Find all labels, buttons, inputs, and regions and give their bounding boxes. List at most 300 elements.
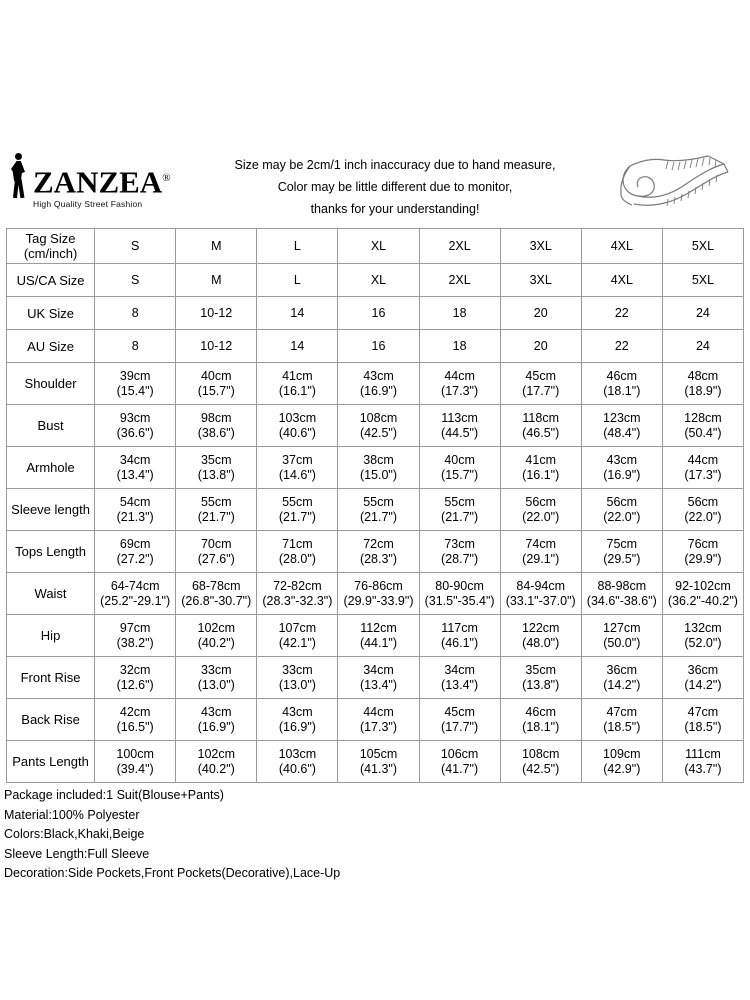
table-cell: XL: [338, 264, 419, 297]
table-cell: [419, 699, 500, 741]
cell-inch: (14.2"): [684, 677, 722, 692]
table-row: [7, 405, 744, 447]
table-cell: 22: [581, 330, 662, 363]
cell-inch: (13.4"): [116, 467, 154, 482]
cell-inch: (25.2"-29.1"): [100, 593, 171, 608]
table-cell: 18: [419, 297, 500, 330]
table-cell: [662, 489, 743, 531]
chart-header: [0, 148, 750, 228]
cell-inch: (17.3"): [441, 383, 479, 398]
table-cell: [419, 657, 500, 699]
cell-inch: (26.8"-30.7"): [181, 593, 252, 608]
table-cell: [95, 741, 176, 783]
cell-inch: (38.2"): [116, 635, 154, 650]
cell-cm: 64-74cm: [110, 578, 160, 593]
cell-inch: (42.5"): [359, 425, 398, 440]
cell-inch: (40.2"): [197, 635, 235, 650]
table-row: [7, 741, 744, 783]
table-cell: 2XL: [419, 264, 500, 297]
cell-cm: 108cm: [521, 746, 560, 761]
table-cell: [95, 363, 176, 405]
table-cell: 24: [662, 330, 743, 363]
table-cell: 8: [95, 330, 176, 363]
cell-inch: (52.0"): [684, 635, 722, 650]
table-cell: [500, 741, 581, 783]
table-cell: [581, 573, 662, 615]
cell-cm: 70cm: [200, 536, 232, 551]
table-cell: [662, 573, 743, 615]
cell-inch: (46.5"): [522, 425, 560, 440]
cell-cm: 34cm: [363, 662, 394, 677]
table-row: [7, 657, 744, 699]
table-cell: [419, 615, 500, 657]
cell-cm: 106cm: [440, 746, 479, 761]
cell-cm: 35cm: [200, 452, 232, 467]
cell-cm: 118cm: [522, 410, 559, 425]
cell-cm: 56cm: [525, 494, 556, 509]
cell-cm: 56cm: [606, 494, 638, 509]
table-row: [7, 531, 744, 573]
row-header: [7, 229, 95, 264]
note-line: Sleeve Length:Full Sleeve: [4, 846, 150, 861]
row-header: Hip: [7, 615, 95, 657]
cell-cm: 72-82cm: [273, 578, 322, 593]
cell-cm: 113cm: [441, 410, 478, 425]
cell-inch: (27.2"): [116, 551, 154, 566]
table-cell: [581, 657, 662, 699]
table-cell: [95, 573, 176, 615]
cell-inch: (44.1"): [359, 635, 398, 650]
cell-inch: (15.7"): [441, 467, 479, 482]
row-header: US/CA Size: [7, 264, 95, 297]
cell-inch: (16.1"): [522, 467, 560, 482]
table-row: [7, 264, 744, 297]
cell-cm: 34cm: [119, 452, 151, 467]
table-cell: [662, 741, 743, 783]
table-cell: [95, 657, 176, 699]
cell-inch: (22.0"): [522, 509, 560, 524]
cell-inch: (15.0"): [359, 467, 398, 482]
table-cell: 2XL: [419, 229, 500, 264]
table-cell: [419, 531, 500, 573]
cell-inch: (21.7"): [278, 509, 316, 524]
table-cell: [176, 699, 257, 741]
table-cell: [500, 489, 581, 531]
cell-cm: 47cm: [687, 704, 719, 719]
cell-cm: 44cm: [363, 704, 394, 719]
cell-cm: 37cm: [282, 452, 313, 467]
cell-inch: (50.4"): [684, 425, 722, 440]
table-cell: [257, 531, 338, 573]
cell-cm: 55cm: [363, 494, 394, 509]
table-cell: [419, 405, 500, 447]
cell-inch: (31.5"-35.4"): [424, 593, 495, 608]
row-header: Waist: [7, 573, 95, 615]
table-cell: [95, 615, 176, 657]
table-cell: [500, 699, 581, 741]
cell-cm: 112cm: [360, 620, 397, 635]
table-cell: 4XL: [581, 264, 662, 297]
cell-inch: (18.5"): [684, 719, 722, 734]
table-cell: L: [257, 229, 338, 264]
cell-cm: 122cm: [521, 620, 560, 635]
cell-cm: 34cm: [444, 662, 475, 677]
row-header: UK Size: [7, 297, 95, 330]
table-cell: 16: [338, 330, 419, 363]
cell-cm: 75cm: [606, 536, 638, 551]
cell-inch: (18.1"): [603, 383, 641, 398]
cell-inch: (18.9"): [684, 383, 722, 398]
table-cell: [338, 573, 419, 615]
table-cell: [338, 657, 419, 699]
note-line: Colors:Black,Khaki,Beige: [4, 827, 145, 841]
table-cell: 5XL: [662, 264, 743, 297]
cell-cm: 76cm: [687, 536, 719, 551]
table-cell: 3XL: [500, 264, 581, 297]
table-cell: [338, 699, 419, 741]
cell-inch: (15.4"): [116, 383, 154, 398]
table-cell: [176, 447, 257, 489]
table-cell: [338, 741, 419, 783]
cell-inch: (42.1"): [278, 635, 316, 650]
cell-inch: (44.5"): [441, 425, 479, 440]
cell-cm: 76-86cm: [354, 578, 403, 593]
table-cell: [338, 447, 419, 489]
cell-inch: (50.0"): [603, 635, 641, 650]
table-cell: XL: [338, 229, 419, 264]
cell-cm: 43cm: [200, 704, 232, 719]
cell-inch: (17.3"): [359, 719, 398, 734]
cell-cm: 46cm: [606, 368, 638, 383]
row-header: Bust: [7, 405, 95, 447]
cell-cm: 92-102cm: [675, 578, 731, 593]
table-row: [7, 363, 744, 405]
cell-cm: 41cm: [525, 452, 556, 467]
cell-cm: 55cm: [282, 494, 313, 509]
cell-inch: (39.4"): [116, 761, 154, 776]
cell-inch: (16.9"): [359, 383, 398, 398]
cell-inch: (33.1"-37.0"): [505, 593, 576, 608]
cell-inch: (13.4"): [359, 677, 398, 692]
table-cell: 18: [419, 330, 500, 363]
table-cell: [257, 363, 338, 405]
cell-cm: 108cm: [359, 410, 398, 425]
cell-inch: (34.6"-38.6"): [586, 593, 657, 608]
table-cell: 14: [257, 330, 338, 363]
table-cell: [95, 531, 176, 573]
cell-inch: (17.7"): [441, 719, 479, 734]
cell-inch: (40.6"): [278, 761, 316, 776]
cell-inch: (40.2"): [197, 761, 235, 776]
cell-cm: 111cm: [685, 746, 721, 761]
cell-inch: (21.7"): [441, 509, 479, 524]
cell-cm: 72cm: [363, 536, 394, 551]
table-cell: [95, 699, 176, 741]
notice-line-2: Color may be little different due to monitor,: [277, 180, 513, 194]
cell-cm: 32cm: [119, 662, 151, 677]
table-cell: 24: [662, 297, 743, 330]
cell-inch: (28.0"): [278, 551, 316, 566]
cell-inch: (16.9"): [603, 467, 641, 482]
cell-cm: 71cm: [282, 536, 313, 551]
cell-cm: 100cm: [116, 746, 154, 761]
table-cell: 16: [338, 297, 419, 330]
cell-inch: (22.0"): [684, 509, 722, 524]
cell-cm: 68-78cm: [191, 578, 241, 593]
cell-inch: (17.7"): [522, 383, 560, 398]
table-cell: 10-12: [176, 297, 257, 330]
table-cell: [662, 699, 743, 741]
cell-cm: 107cm: [278, 620, 317, 635]
measuring-tape-icon: [612, 154, 732, 216]
cell-inch: (14.6"): [278, 467, 316, 482]
cell-cm: 40cm: [444, 452, 475, 467]
cell-cm: 43cm: [282, 704, 313, 719]
row-header-line-1: Tag Size: [25, 231, 76, 246]
row-header: Front Rise: [7, 657, 95, 699]
table-cell: [338, 489, 419, 531]
table-cell: 3XL: [500, 229, 581, 264]
cell-inch: (22.0"): [603, 509, 641, 524]
table-row: [7, 229, 744, 264]
table-cell: [257, 699, 338, 741]
table-cell: [500, 405, 581, 447]
cell-inch: (16.1"): [278, 383, 316, 398]
cell-cm: 127cm: [603, 620, 641, 635]
size-table-body: [7, 229, 744, 783]
cell-inch: (12.6"): [116, 677, 154, 692]
table-row: [7, 573, 744, 615]
table-cell: [419, 741, 500, 783]
cell-inch: (15.7"): [197, 383, 235, 398]
table-cell: [176, 741, 257, 783]
table-cell: [662, 447, 743, 489]
cell-cm: 123cm: [603, 410, 641, 425]
cell-cm: 47cm: [606, 704, 638, 719]
table-cell: 4XL: [581, 229, 662, 264]
cell-cm: 74cm: [525, 536, 556, 551]
cell-cm: 88-98cm: [597, 578, 647, 593]
cell-cm: 33cm: [282, 662, 313, 677]
table-cell: [662, 363, 743, 405]
cell-cm: 103cm: [278, 410, 317, 425]
table-cell: [257, 615, 338, 657]
cell-inch: (16.9"): [197, 719, 235, 734]
table-row: [7, 615, 744, 657]
cell-inch: (36.6"): [116, 425, 154, 440]
table-cell: [176, 615, 257, 657]
table-cell: [176, 489, 257, 531]
cell-inch: (40.6"): [278, 425, 316, 440]
row-header: Shoulder: [7, 363, 95, 405]
cell-cm: 73cm: [444, 536, 475, 551]
table-cell: 8: [95, 297, 176, 330]
cell-inch: (41.7"): [441, 761, 479, 776]
cell-cm: 93cm: [119, 410, 151, 425]
row-header: Tops Length: [7, 531, 95, 573]
cell-inch: (28.7"): [441, 551, 479, 566]
table-cell: [581, 699, 662, 741]
table-cell: M: [176, 264, 257, 297]
table-row: [7, 297, 744, 330]
cell-cm: 84-94cm: [516, 578, 566, 593]
table-cell: 14: [257, 297, 338, 330]
table-cell: [95, 489, 176, 531]
cell-inch: (41.3"): [359, 761, 398, 776]
cell-cm: 35cm: [525, 662, 556, 677]
table-cell: S: [95, 264, 176, 297]
table-cell: [176, 573, 257, 615]
table-cell: [662, 531, 743, 573]
table-cell: [500, 573, 581, 615]
cell-inch: (21.7"): [359, 509, 398, 524]
cell-inch: (13.8"): [197, 467, 235, 482]
cell-inch: (27.6"): [197, 551, 235, 566]
table-cell: [419, 489, 500, 531]
row-header: Armhole: [7, 447, 95, 489]
table-cell: [581, 489, 662, 531]
cell-cm: 103cm: [278, 746, 317, 761]
cell-cm: 45cm: [525, 368, 556, 383]
table-cell: [500, 657, 581, 699]
cell-cm: 132cm: [684, 620, 722, 635]
table-cell: [662, 615, 743, 657]
table-cell: [500, 447, 581, 489]
table-cell: [662, 405, 743, 447]
cell-cm: 54cm: [119, 494, 151, 509]
cell-inch: (14.2"): [603, 677, 641, 692]
table-cell: [581, 615, 662, 657]
table-cell: [257, 489, 338, 531]
cell-inch: (46.1"): [441, 635, 479, 650]
row-header: Sleeve length: [7, 489, 95, 531]
cell-cm: 44cm: [444, 368, 475, 383]
cell-inch: (16.5"): [116, 719, 154, 734]
cell-inch: (36.2"-40.2"): [667, 593, 738, 608]
table-cell: 10-12: [176, 330, 257, 363]
table-cell: [581, 447, 662, 489]
cell-inch: (29.9"-33.9"): [343, 593, 414, 608]
table-cell: [500, 531, 581, 573]
row-header-line-2: (cm/inch): [23, 246, 78, 261]
brand-tagline: High Quality Street Fashion: [33, 199, 143, 209]
cell-cm: 102cm: [197, 620, 236, 635]
table-row: [7, 447, 744, 489]
table-cell: [581, 531, 662, 573]
table-cell: [500, 615, 581, 657]
brand-name: [33, 162, 171, 198]
cell-inch: (18.1"): [522, 719, 560, 734]
note-line: Material:100% Polyester: [4, 807, 140, 822]
table-cell: 20: [500, 330, 581, 363]
cell-inch: (48.4"): [603, 425, 641, 440]
size-chart-sheet: [0, 148, 750, 884]
cell-cm: 41cm: [282, 368, 313, 383]
table-cell: [338, 363, 419, 405]
cell-inch: (48.0"): [522, 635, 560, 650]
cell-cm: 105cm: [359, 746, 398, 761]
product-notes: [4, 786, 750, 884]
table-cell: [257, 447, 338, 489]
cell-inch: (29.1"): [522, 551, 560, 566]
table-cell: [662, 657, 743, 699]
cell-cm: 98cm: [200, 410, 232, 425]
registered-mark: ®: [162, 171, 171, 184]
cell-inch: (42.9"): [603, 761, 641, 776]
size-table: [6, 228, 744, 783]
cell-cm: 44cm: [687, 452, 719, 467]
table-cell: [176, 531, 257, 573]
table-cell: [419, 573, 500, 615]
brand-logo: [6, 152, 196, 222]
cell-cm: 39cm: [119, 368, 151, 383]
table-cell: [338, 531, 419, 573]
cell-cm: 36cm: [687, 662, 719, 677]
cell-cm: 42cm: [119, 704, 151, 719]
cell-cm: 36cm: [606, 662, 638, 677]
table-cell: [419, 447, 500, 489]
cell-inch: (16.9"): [278, 719, 316, 734]
table-row: [7, 330, 744, 363]
cell-cm: 40cm: [200, 368, 232, 383]
cell-inch: (28.3"): [359, 551, 398, 566]
table-cell: S: [95, 229, 176, 264]
cell-cm: 56cm: [687, 494, 719, 509]
table-cell: [581, 741, 662, 783]
table-cell: [176, 657, 257, 699]
table-cell: [419, 363, 500, 405]
row-header: AU Size: [7, 330, 95, 363]
table-cell: [257, 405, 338, 447]
cell-cm: 80-90cm: [435, 578, 484, 593]
cell-inch: (38.6"): [197, 425, 235, 440]
table-row: [7, 699, 744, 741]
cell-inch: (28.3"-32.3"): [262, 593, 333, 608]
cell-inch: (13.0"): [197, 677, 235, 692]
cell-inch: (21.3"): [116, 509, 154, 524]
notice-line-1: Size may be 2cm/1 inch inaccuracy due to hand measure,: [234, 158, 556, 172]
cell-cm: 109cm: [603, 746, 641, 761]
table-cell: [176, 363, 257, 405]
note-line: Decoration:Side Pockets,Front Pockets(Decorative),Lace-Up: [4, 866, 341, 880]
table-cell: [338, 615, 419, 657]
measurement-notice: [185, 154, 605, 220]
table-cell: [257, 741, 338, 783]
table-cell: [500, 363, 581, 405]
brand-name-text: ZANZEA: [33, 164, 163, 199]
table-cell: [581, 363, 662, 405]
cell-inch: (17.3"): [684, 467, 722, 482]
cell-inch: (42.5"): [522, 761, 560, 776]
table-cell: [176, 405, 257, 447]
notice-line-3: thanks for your understanding!: [310, 202, 480, 216]
table-cell: 20: [500, 297, 581, 330]
cell-inch: (13.8"): [522, 677, 560, 692]
cell-cm: 46cm: [525, 704, 556, 719]
cell-inch: (29.5"): [603, 551, 641, 566]
row-header: Pants Length: [7, 741, 95, 783]
table-row: [7, 489, 744, 531]
cell-cm: 55cm: [444, 494, 475, 509]
table-cell: [95, 447, 176, 489]
cell-cm: 55cm: [200, 494, 232, 509]
cell-inch: (29.9"): [684, 551, 722, 566]
table-cell: M: [176, 229, 257, 264]
table-cell: [95, 405, 176, 447]
cell-inch: (13.4"): [441, 677, 479, 692]
table-cell: [581, 405, 662, 447]
table-cell: 22: [581, 297, 662, 330]
